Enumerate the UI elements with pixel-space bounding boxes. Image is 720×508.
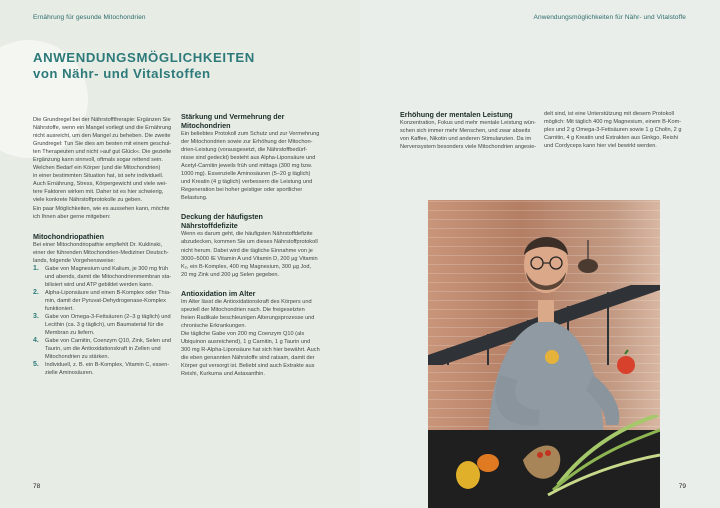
section-heading-defizite: Deckung der häufigsten Nährstoffdefizite xyxy=(181,212,263,231)
body-line: Belastung. xyxy=(181,195,208,202)
list-number: 5. xyxy=(33,361,39,369)
list-number: 1. xyxy=(33,264,39,272)
body-line: nicht herum. Dabei wird die tägliche Einnahme von je xyxy=(181,247,313,254)
list-line: funktioniert. xyxy=(45,305,74,312)
body-line: 300 mg R-Alpha-Liponsäure hat sich hier bewährt. Auch xyxy=(181,346,320,353)
body-line: Ein beliebtes Protokoll zum Schutz und zur Vermehrung xyxy=(181,131,320,137)
list-line: Lecithin (ca. 3 g täglich), um Baumaterial für die xyxy=(45,322,164,329)
intro-line: Die Grundregel bei der Nährstofftherapie: Ergänzen Sie xyxy=(33,117,171,123)
lead-line: lands, folgende Vorgehensweise: xyxy=(33,257,116,264)
body-line: Ubiquinon ausreichend), 1 g Carnitin, 1 g Taurin und xyxy=(181,338,311,345)
list-item xyxy=(33,337,173,361)
list-line: Membran zu liefern. xyxy=(45,330,95,337)
body-line: chronische Erkrankungen. xyxy=(181,322,246,329)
column-1 xyxy=(33,116,173,377)
list-item xyxy=(33,361,173,377)
list-item xyxy=(33,289,173,313)
body-line: Carnitin, 4 g Kreatin und Extrakten aus Ginkgo, Reishi xyxy=(544,135,679,142)
intro-line: viele konkrete Nährstoffprotokolle zu geben. xyxy=(33,197,143,204)
list-line: Gabe von Omega-3-Fettsäuren (2–3 g täglich) und xyxy=(45,314,171,321)
page-title xyxy=(33,50,255,81)
intro-line: tere Faktoren wirken mit. Daher ist es hier schwierig, xyxy=(33,189,164,196)
body-line: 20 mg Zink und 200 µg Selen gegeben. xyxy=(181,271,280,278)
body-line: Die tägliche Gabe von 200 mg Coenzym Q10 (als xyxy=(181,330,305,337)
list-line: Individuell, z. B. ein B-Komplex, Vitamin C, essen- xyxy=(45,362,170,369)
lead-line: einer der führenden Mitochondrien-Mediziner Deutsch- xyxy=(33,249,169,256)
list-line: bilisiert wird und ATP gebildet werden kann. xyxy=(45,281,153,288)
list-number: 4. xyxy=(33,337,39,345)
list-line: Taurin, um die Antioxidationskraft in Zellen und xyxy=(45,346,161,353)
body-line: speziell der Mitochondrien nach. Die freigesetzten xyxy=(181,306,305,313)
running-head-left: Ernährung für gesunde Mitochondrien xyxy=(33,14,146,21)
body-line: möglich: Mit täglich 400 mg Magnesium, einem B-Kom- xyxy=(544,119,682,126)
list-number: 2. xyxy=(33,288,39,296)
body-line: plex und 2 g Omega-3-Fettsäuren sowie 1 g Cholin, 2 g xyxy=(544,127,682,134)
column-3 xyxy=(400,110,537,151)
intro-line: nicht ausreicht, um den Mangel zu beheben. Die zweite xyxy=(33,133,171,140)
running-head-right: Anwendungsmöglichkeiten für Nähr- und Vitalstoffe xyxy=(533,14,686,21)
photo-man-with-vegetables xyxy=(428,200,660,508)
list-line: Gabe von Magnesium und Kalium, je 300 mg früh xyxy=(45,265,169,272)
list-number: 3. xyxy=(33,313,39,321)
section-heading-staerkung: Stärkung und Vermehrung der xyxy=(181,112,285,121)
section-heading-antioxidation: Antioxidation im Alter xyxy=(181,288,256,298)
intro-line: Nährstoffe, wenn ein Mangel vorliegt und die Ernährung xyxy=(33,125,172,132)
list-line: Mitochondrien zu stärken. xyxy=(45,354,110,361)
body-line: Konzentration, Fokus und mehr mentale Leistung wün- xyxy=(400,120,536,126)
body-line: Reishi, Kurkuma und Astaxanthin. xyxy=(181,371,265,378)
body-line: Wenn es darum geht, die häufigsten Nährstoffdefizite xyxy=(181,231,313,238)
body-line: 3000–5000 IE Vitamin A und Vitamin D, 200 µg Vitamin xyxy=(181,255,318,262)
intro-line: ich Ihnen aber gerne mitgeben: xyxy=(33,213,111,220)
intro-line: Grundregel: Tun Sie dies am besten mit einem geschul- xyxy=(33,141,172,148)
body-line: freien Radikale beschleunigen Alterungsprozesse und xyxy=(181,314,315,321)
body-line: 1000 mg). Essenzielle Aminosäuren (5–20 g täglich) xyxy=(181,171,311,178)
list-item xyxy=(33,313,173,337)
intro-line: Ein paar Möglichkeiten, wie es aussehen kann, möchte xyxy=(33,205,170,212)
list-line: Gabe von Carnitin, Coenzym Q10, Zink, Selen und xyxy=(45,338,171,345)
page-number-left: 78 xyxy=(33,483,41,490)
section-heading-mentale-leistung: Erhöhung der mentalen Leistung xyxy=(400,110,513,119)
column-2 xyxy=(181,112,321,378)
body-line: Körper gut versorgt ist. Beliebt sind auch Extrakte aus xyxy=(181,363,315,370)
intro-line: Welchen Bedarf ein Körper (und die Mitochondrien) xyxy=(33,165,161,172)
intro-line: in einer bestimmten Situation hat, ist sehr individuell. xyxy=(33,173,164,180)
body-line: schen sich immer mehr Menschen, und zwar abseits xyxy=(400,128,531,135)
body-line: drien-Leistung (vorausgesetzt, die Nährstoffbedürf- xyxy=(181,147,308,154)
body-line: Im Alter lässt die Antioxidationskraft des Körpers und xyxy=(181,298,312,305)
vegetables-on-counter xyxy=(428,415,660,508)
right-page xyxy=(360,0,720,508)
intro-line: ten Therapeuten und nicht »auf gut Glück«. Die gezielte xyxy=(33,149,172,156)
body-line: abzudecken, kommen Sie um dieses Nährstoffprotokoll xyxy=(181,239,318,246)
body-line: K₂, ein B-Komplex, 400 mg Magnesium, 300 µg Jod, xyxy=(181,263,312,270)
column-4 xyxy=(544,110,686,150)
body-line: von Kaffee, Nikotin und anderen Stimulanzien. Da im xyxy=(400,136,532,143)
page-number-right: 79 xyxy=(678,483,686,490)
lead-line: Bei einer Mitochondriopathie empfiehlt Dr. Kuklinski, xyxy=(33,241,163,248)
body-line: nisse sind gedeckt) besteht aus Alpha-Liponsäure und xyxy=(181,155,316,162)
body-line: Regeneration bei hoher geistiger oder sportlicher xyxy=(181,187,303,194)
list-line: zielle Aminosäuren. xyxy=(45,370,94,377)
list-line: und abends, damit die Mitochondrienmembran sta- xyxy=(45,273,172,280)
section-heading-staerkung: Mitochondrien xyxy=(181,121,231,130)
list-item xyxy=(33,265,173,289)
intro-line: Ergänzung kann sinnvoll, oftmals sogar rettend sein. xyxy=(33,157,163,164)
body-line: und Cordyceps kann hier viel bewirkt werden. xyxy=(544,143,657,150)
intro-line: Auch Ernährung, Stress, Körpergewicht und viele wei- xyxy=(33,181,168,188)
body-line: Nervensystem besonders viele Mitochondrien angesie- xyxy=(400,144,537,151)
list-line: Alpha-Liponsäure und einen B-Komplex oder Thia- xyxy=(45,289,171,296)
body-line: delt sind, ist eine Unterstützung mit diesem Protokoll xyxy=(544,111,674,117)
body-line: die eben genannten Nährstoffe sind ratsam, damit der xyxy=(181,355,315,362)
body-line: der Mitochondrien sowie zur Erhöhung der Mitochon- xyxy=(181,139,313,146)
list-line: min, damit der Pyruvat-Dehydrogenase-Komplex xyxy=(45,297,166,304)
title-line-1: ANWENDUNGSMÖGLICHKEITEN xyxy=(33,50,255,65)
body-line: und Kreatin (4 g täglich) verbessern die Leistung und xyxy=(181,179,313,186)
section-heading-mitochondriopathien: Mitochondriopathien xyxy=(33,231,105,241)
title-line-2: von Nähr- und Vitalstoffen xyxy=(33,66,211,81)
protocol-list xyxy=(33,265,173,378)
body-line: Acetyl-Carnitin jeweils früh und mittags (300 mg bzw. xyxy=(181,163,313,170)
